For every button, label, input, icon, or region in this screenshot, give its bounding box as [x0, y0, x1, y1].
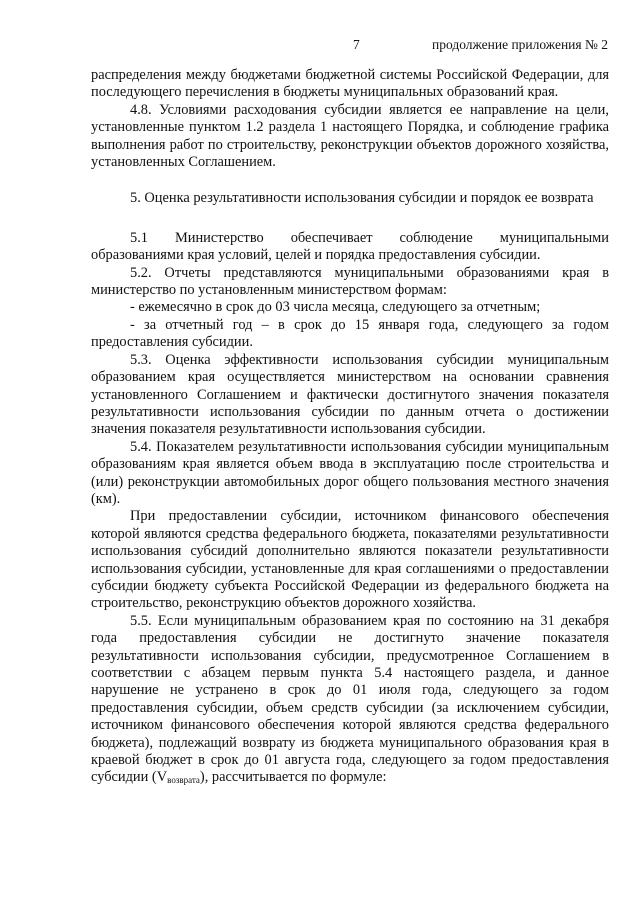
page-header: [0, 37, 640, 57]
paragraph-4-8: 4.8. Условиями расходования субсидии является ее направление на цели, установленные пунктом 1.2 раздела 1 настоящего Порядка, и соблюдение графика выполнения работ по строительству, реконструкции объектов дорожного хозяйства, установленных Соглашением.: [91, 101, 609, 171]
paragraph-4-7-continuation: распределения между бюджетами бюджетной системы Российской Федерации, для последующего перечисления в бюджеты муниципальных образований края.: [91, 67, 609, 101]
paragraph-5-4-federal: При предоставлении субсидии, источником финансового обеспечения которой являются средства федерального бюджета, показателями результативности использования субсидий дополнительно являются показатели результативности использования субсидии, установленные для края соглашениями о предоставлении субсидии бюджету субъекта Российской Федерации из федерального бюджета на строительство, реконструкцию объектов дорожного хозяйства.: [91, 508, 609, 612]
paragraph-5-2: 5.2. Отчеты представляются муниципальными образованиями края в министерство по установленным министерством формам:: [91, 264, 609, 299]
paragraph-5-3: 5.3. Оценка эффективности использования субсидии муниципальным образованием края осуществляется министерством на основании сравнения установленного Соглашением и фактически достигнутого значения показателя результативности использования субсидии по данным отчета о достижении значения показателя результативности использования субсидии.: [91, 351, 609, 438]
list-item-yearly: - за отчетный год – в срок до 15 января года, следующего за годом предоставления субсидии.: [91, 316, 609, 351]
section-5-heading: 5. Оценка результативности использования субсидии и порядок ее возврата: [130, 190, 594, 207]
appendix-continuation-note: продолжение приложения № 2: [431, 37, 608, 52]
paragraph-5-5-tail: ), рассчитывается по формуле:: [199, 769, 387, 786]
spacer: [91, 171, 609, 190]
paragraph-5-4: 5.4. Показателем результативности использования субсидии муниципальным образованиям края является объем ввода в эксплуатацию после строительства и (или) реконструкции автомобильных дорог общего пользования местного значения (км).: [91, 438, 609, 507]
v-return-subscript: возврата: [167, 775, 200, 786]
spacer: [91, 208, 609, 230]
paragraph-5-1: 5.1 Министерство обеспечивает соблюдение муниципальными образованиями края условий, целей и порядка предоставления субсидии.: [91, 229, 609, 264]
page-number: 7: [353, 37, 360, 52]
paragraph-5-5-text: 5.5. Если муниципальным образованием края по состоянию на 31 декабря года предоставления субсидии не достигнуто значение показателя результативности использования субсидии, предусмотренное Соглашением в соответствии с абзацем первым пункта 5.4 настоящего раздела, и данное нарушение не устранено в срок до 01 июля года, следующего за годом предоставления субсидии, объем средств субсидии (за исключением субсидии, источником финансового обеспечения которой являются средства федерального бюджета), подлежащий возврату из бюджета муниципального образования края в краевой бюджет в срок до 01 августа года, следующего за годом предоставления субсидии (V: [91, 612, 609, 786]
document-body: [91, 67, 609, 787]
list-item-monthly: - ежемесячно в срок до 03 числа месяца, следующего за отчетным;: [130, 299, 541, 316]
paragraph-5-5: [91, 613, 609, 787]
